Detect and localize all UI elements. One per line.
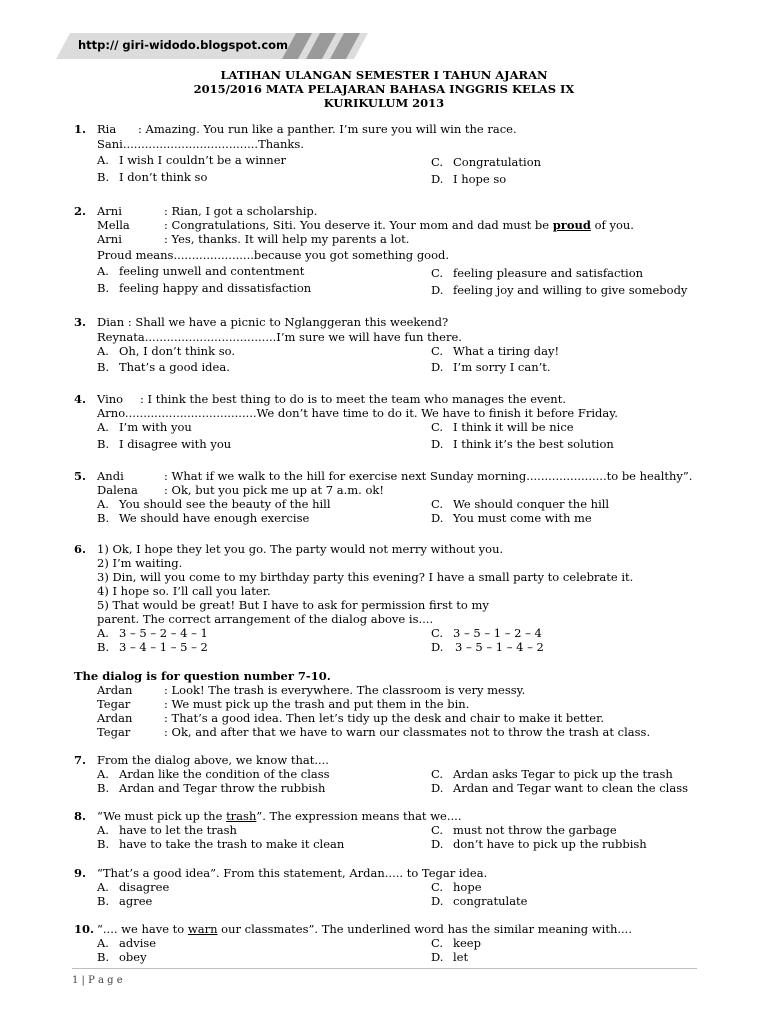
option-letter: C. <box>431 266 444 280</box>
speaker: Vino <box>97 392 124 406</box>
option-letter: B. <box>97 170 110 184</box>
title-line-1: LATIHAN ULANGAN SEMESTER I TAHUN AJARAN <box>220 68 548 82</box>
option-c[interactable]: hope <box>453 880 482 894</box>
option-b[interactable]: I disagree with you <box>119 437 232 451</box>
speaker: Ardan <box>97 711 133 725</box>
dialog-line: : That’s a good idea. Then let’s tidy up the desk and chair to make it better. <box>164 711 604 725</box>
question-text: parent. The correct arrangement of the dialog above is.... <box>97 612 434 626</box>
dialog-line: 4) I hope so. I’ll call you later. <box>97 584 271 598</box>
option-letter: D. <box>431 781 444 795</box>
dialog-line: Reynata....................................I’m sure we will have fun there. <box>97 330 462 344</box>
option-letter: B. <box>97 437 110 451</box>
option-letter: C. <box>431 823 444 837</box>
dialog-line: 2) I’m waiting. <box>97 556 183 570</box>
option-letter: C. <box>431 420 444 434</box>
option-letter: D. <box>431 172 444 186</box>
option-a[interactable]: advise <box>119 936 157 950</box>
question-number: 5. <box>74 469 87 483</box>
option-b[interactable]: obey <box>119 950 147 964</box>
option-a[interactable]: I wish I couldn’t be a winner <box>119 153 287 167</box>
option-a[interactable]: have to let the trash <box>119 823 237 837</box>
option-b[interactable]: feeling happy and dissatisfaction <box>119 281 312 295</box>
option-letter: A. <box>97 767 109 781</box>
question-number: 9. <box>74 866 87 880</box>
dialog-line: : Rian, I got a scholarship. <box>164 204 318 218</box>
option-b[interactable]: Ardan and Tegar throw the rubbish <box>119 781 326 795</box>
option-letter: C. <box>431 155 444 169</box>
underlined-word: warn <box>187 922 218 936</box>
question-text: From the dialog above, we know that.... <box>97 753 329 767</box>
option-letter: B. <box>97 281 110 295</box>
speaker: Mella <box>97 218 130 232</box>
dialog-line: : Yes, thanks. It will help my parents a lot. <box>164 232 410 246</box>
question-text: “.... we have to warn our classmates”. The underlined word has the similar meaning with.... <box>97 922 632 936</box>
dialog-line: Arno....................................We don’t have time to do it. We have to finish it before Friday. <box>97 406 618 420</box>
option-a[interactable]: disagree <box>119 880 170 894</box>
option-letter: A. <box>97 153 109 167</box>
option-a[interactable]: 3 – 5 – 2 – 4 – 1 <box>119 626 208 640</box>
option-a[interactable]: Ardan like the condition of the class <box>119 767 330 781</box>
option-a[interactable]: I’m with you <box>119 420 192 434</box>
option-c[interactable]: feeling pleasure and satisfaction <box>453 266 644 280</box>
option-b[interactable]: That’s a good idea. <box>119 360 230 374</box>
dialog-line: Dian : Shall we have a picnic to Nglanggeran this weekend? <box>97 315 449 329</box>
question-number: 8. <box>74 809 87 823</box>
option-letter: D. <box>431 283 444 297</box>
option-b[interactable]: have to take the trash to make it clean <box>119 837 345 851</box>
dialog-line: : What if we walk to the hill for exercise next Sunday morning......................to be healthy”. <box>164 469 693 483</box>
option-letter: D. <box>431 640 444 654</box>
blog-url[interactable]: http:// giri-widodo.blogspot.com <box>78 38 289 52</box>
option-c[interactable]: We should conquer the hill <box>453 497 610 511</box>
option-d[interactable]: don’t have to pick up the rubbish <box>453 837 647 851</box>
speaker: Ria <box>97 122 117 136</box>
option-letter: D. <box>431 837 444 851</box>
title-line-2: 2015/2016 MATA PELAJARAN BAHASA INGGRIS KELAS IX <box>193 82 575 96</box>
option-letter: B. <box>97 640 110 654</box>
option-letter: A. <box>97 497 109 511</box>
option-letter: A. <box>97 344 109 358</box>
question-text: Proud means......................because you got something good. <box>97 248 450 262</box>
option-c[interactable]: 3 – 5 – 1 – 2 – 4 <box>453 626 542 640</box>
option-letter: A. <box>97 880 109 894</box>
title-line-3: KURIKULUM 2013 <box>323 96 445 110</box>
option-c[interactable]: What a tiring day! <box>453 344 560 358</box>
dialog-line: : Look! The trash is everywhere. The classroom is very messy. <box>164 683 526 697</box>
option-d[interactable]: I’m sorry I can’t. <box>453 360 551 374</box>
option-a[interactable]: feeling unwell and contentment <box>119 264 305 278</box>
question-number: 4. <box>74 392 87 406</box>
question-number: 1. <box>74 122 87 136</box>
option-letter: C. <box>431 497 444 511</box>
question-text: “We must pick up the trash”. The expression means that we.... <box>97 809 462 823</box>
option-letter: D. <box>431 437 444 451</box>
option-letter: A. <box>97 936 109 950</box>
dialog-heading: The dialog is for question number 7-10. <box>74 669 331 683</box>
option-letter: B. <box>97 950 110 964</box>
option-letter: B. <box>97 360 110 374</box>
speaker: Tegar <box>97 725 131 739</box>
option-d[interactable]: I hope so <box>453 172 507 186</box>
option-c[interactable]: Congratulation <box>453 155 542 169</box>
question-number: 6. <box>74 542 87 556</box>
option-b[interactable]: We should have enough exercise <box>119 511 310 525</box>
option-c[interactable]: must not throw the garbage <box>453 823 617 837</box>
option-letter: A. <box>97 626 109 640</box>
option-letter: C. <box>431 344 444 358</box>
page-number: 1 | P a g e <box>72 975 123 986</box>
dialog-line: : Amazing. You run like a panther. I’m sure you will win the race. <box>138 122 517 136</box>
option-letter: B. <box>97 837 110 851</box>
question-number: 2. <box>74 204 87 218</box>
question-number: 3. <box>74 315 87 329</box>
option-a[interactable]: Oh, I don’t think so. <box>119 344 235 358</box>
option-c[interactable]: I think it will be nice <box>453 420 574 434</box>
underlined-word: proud <box>552 218 591 232</box>
question-number: 10. <box>74 922 95 936</box>
option-d[interactable]: You must come with me <box>453 511 592 525</box>
dialog-line: : I think the best thing to do is to meet the team who manages the event. <box>140 392 566 406</box>
option-letter: B. <box>97 894 110 908</box>
option-letter: A. <box>97 823 109 837</box>
option-b[interactable]: agree <box>119 894 153 908</box>
option-letter: B. <box>97 511 110 525</box>
dialog-line: 3) Din, will you come to my birthday party this evening? I have a small party to celebrate it. <box>97 570 634 584</box>
speaker: Dalena <box>97 483 138 497</box>
speaker: Arni <box>97 204 122 218</box>
speaker: Andi <box>97 469 124 483</box>
option-d[interactable]: I think it’s the best solution <box>453 437 614 451</box>
dialog-line: 1) Ok, I hope they let you go. The party would not merry without you. <box>97 542 504 556</box>
dialog-line: : We must pick up the trash and put them in the bin. <box>164 697 470 711</box>
option-d[interactable]: 3 – 5 – 1 – 4 – 2 <box>455 640 544 654</box>
underlined-word: trash <box>226 809 257 823</box>
option-d[interactable]: let <box>453 950 469 964</box>
dialog-line: : Ok, but you pick me up at 7 a.m. ok! <box>164 483 385 497</box>
option-letter: A. <box>97 420 109 434</box>
url-banner <box>56 33 368 59</box>
option-d[interactable]: Ardan and Tegar want to clean the class <box>453 781 689 795</box>
option-c[interactable]: Ardan asks Tegar to pick up the trash <box>453 767 673 781</box>
speaker: Arni <box>97 232 122 246</box>
option-b[interactable]: I don’t think so <box>119 170 208 184</box>
option-letter: D. <box>431 360 444 374</box>
option-c[interactable]: keep <box>453 936 481 950</box>
option-letter: A. <box>97 264 109 278</box>
footer-divider <box>72 968 697 969</box>
option-letter: D. <box>431 894 444 908</box>
option-letter: C. <box>431 626 444 640</box>
option-letter: D. <box>431 950 444 964</box>
option-d[interactable]: congratulate <box>453 894 528 908</box>
option-letter: C. <box>431 880 444 894</box>
speaker: Ardan <box>97 683 133 697</box>
dialog-line: : Congratulations, Siti. You deserve it. Your mom and dad must be proud of you. <box>164 218 634 232</box>
option-letter: C. <box>431 936 444 950</box>
option-b[interactable]: 3 – 4 – 1 – 5 – 2 <box>119 640 208 654</box>
speaker: Tegar <box>97 697 131 711</box>
option-letter: B. <box>97 781 110 795</box>
option-d[interactable]: feeling joy and willing to give somebody <box>453 283 688 297</box>
dialog-line: Sani.....................................Thanks. <box>97 137 304 151</box>
question-text: “That’s a good idea”. From this statement, Ardan..... to Tegar idea. <box>97 866 488 880</box>
dialog-line: 5) That would be great! But I have to ask for permission first to my <box>97 598 489 612</box>
question-number: 7. <box>74 753 87 767</box>
option-a[interactable]: You should see the beauty of the hill <box>119 497 331 511</box>
dialog-line: : Ok, and after that we have to warn our classmates not to throw the trash at class. <box>164 725 651 739</box>
option-letter: C. <box>431 767 444 781</box>
option-letter: D. <box>431 511 444 525</box>
